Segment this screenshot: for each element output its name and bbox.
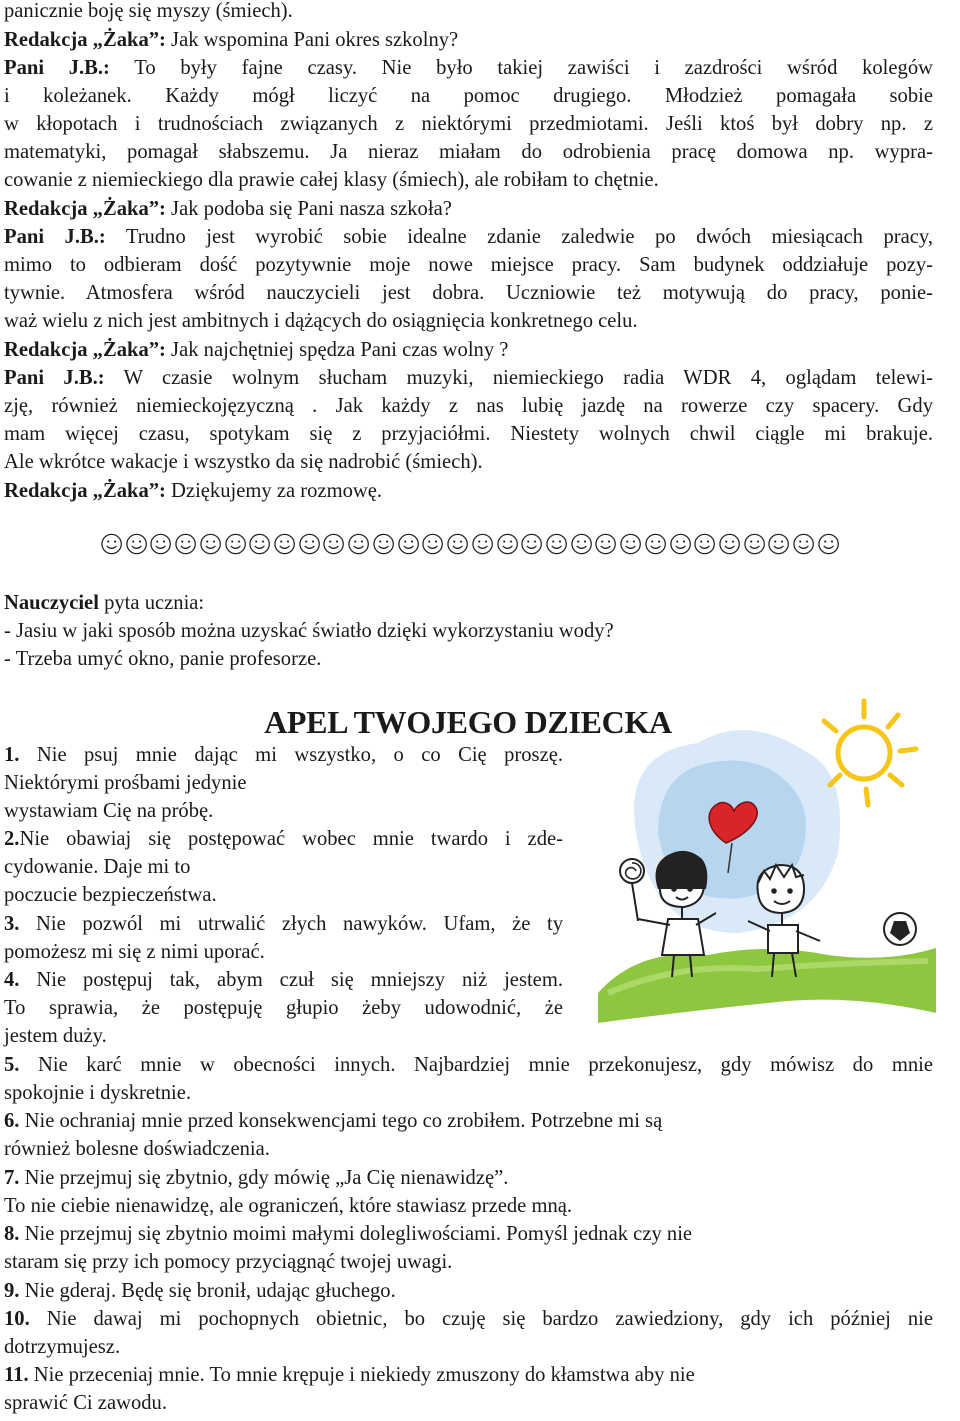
apel-item-1-line-3 [4,797,213,825]
smiley-face-icon [125,532,148,556]
text-run: panicznie boję się myszy (śmiech). [4,0,293,22]
apel-item-text: Nie obawiaj się postępować wobec mnie twardo i zde- [19,828,563,850]
answer-3-line-4 [4,448,483,476]
smiley-face-icon [718,532,741,556]
apel-item-text: wystawiam Cię na próbę. [4,800,214,822]
smiley-face-icon [273,532,296,556]
answer-2-line-3 [4,279,933,307]
smiley-face-icon [248,532,271,556]
smiley-face-icon [397,532,420,556]
smiley-face-icon [644,532,667,556]
smiley-face-icon [199,532,222,556]
apel-item-5-line-2 [4,1079,191,1107]
smiley-face-icon [594,532,617,556]
answer-text: matematyki, pomagał słabszemu. Ja nieraz miałam do odrobienia pracę domowa np. wypra- [4,141,933,163]
answer-3-line-2 [4,392,933,420]
sun-icon [824,701,916,805]
apel-item-6-line-1 [4,1107,662,1135]
apel-item-number: 9. [4,1280,20,1302]
apel-item-2-line-3 [4,881,217,909]
smiley-face-icon [496,532,519,556]
joke-text: pyta ucznia: [98,592,205,614]
smiley-face-icon [100,532,123,556]
apel-item-7-line-1 [4,1164,508,1192]
smiley-face-icon [446,532,469,556]
apel-item-text: spokojnie i dyskretnie. [4,1082,192,1104]
smiley-face-icon [421,532,444,556]
answer-text: mam więcej czasu, spotykam się z przyjaciółmi. Niestety wolnych chwil ciągle mi brakuje. [4,423,933,445]
joke-line-2 [4,617,614,645]
question-text: Jak wspomina Pani okres szkolny? [165,29,459,51]
apel-item-1-line-1 [4,741,563,769]
apel-item-8-line-1 [4,1220,692,1248]
apel-item-number: 11. [4,1364,29,1386]
apel-item-5-line-1 [4,1051,933,1079]
smiley-face-icon [520,532,543,556]
smiley-face-icon [149,532,172,556]
answer-1-line-2 [4,82,933,110]
speaker-label-redakcja: Redakcja „Żaka”: [4,198,166,220]
joke-line-3 [4,645,321,673]
smiley-face-icon [693,532,716,556]
answer-3-line-1 [4,364,933,392]
apel-item-text: Nie gderaj. Będę się bronił, udając głuchego. [19,1280,396,1302]
smiley-face-icon [792,532,815,556]
apel-item-number: 8. [4,1223,20,1245]
apel-item-number: 5. [4,1054,20,1076]
smiley-face-icon [817,532,840,556]
apel-item-text: Nie ochraniaj mnie przed konsekwencjami tego co zrobiłem. Potrzebne mi są [19,1110,663,1132]
apel-item-number: 4. [4,969,20,991]
apel-item-text: Nie karć mnie w obecności innych. Najbardziej mnie przekonujesz, gdy mówisz do mnie [19,1054,933,1076]
question-text: Jak podoba się Pani nasza szkoła? [165,198,452,220]
apel-item-text: Nie przejmuj się zbytnio, gdy mówię „Ja Cię nienawidzę”. [19,1167,509,1189]
apel-item-text: poczucie bezpieczeństwa. [4,884,217,906]
apel-item-text: cydowanie. Daje mi to [4,856,191,878]
apel-item-3-line-2 [4,938,265,966]
apel-item-text: staram się przy ich pomocy przyciągnąć twojej uwagi. [4,1251,453,1273]
speaker-label-pani: Pani J.B.: [4,226,106,248]
apel-item-number: 1. [4,744,20,766]
apel-item-2-line-2 [4,853,190,881]
apel-item-text: To nie ciebie nienawidzę, ale ograniczeń, które stawiasz przede mną. [4,1195,573,1217]
apel-item-text: sprawić Ci zawodu. [4,1392,167,1414]
speaker-label-redakcja: Redakcja „Żaka”: [4,339,166,361]
apel-item-6-line-2 [4,1135,270,1163]
answer-text: W czasie wolnym słucham muzyki, niemieckiego radia WDR 4, oglądam telewi- [104,367,933,389]
smiley-face-icon [322,532,345,556]
joke-text: - Trzeba umyć okno, panie profesorze. [4,648,322,670]
apel-item-11-line-2 [4,1389,167,1417]
answer-1-line-4 [4,138,933,166]
apel-item-number: 7. [4,1167,20,1189]
smiley-face-icon [619,532,642,556]
apel-item-text: Nie przeceniaj mnie. To mnie krępuje i niekiedy zmuszony do kłamstwa aby nie [28,1364,695,1386]
question-2 [4,195,452,223]
smiley-face-icon [669,532,692,556]
answer-2-line-2 [4,251,933,279]
apel-item-9-line-1 [4,1277,396,1305]
apel-item-number: 6. [4,1110,20,1132]
question-text: Jak najchętniej spędza Pani czas wolny ? [165,339,509,361]
apel-item-text: Nie postępuj tak, abym czuł się mniejszy niż jestem. [19,969,563,991]
answer-2-line-1 [4,223,933,251]
answer-text: i koleżanek. Każdy mógł liczyć na pomoc drugiego. Młodzież pomagała sobie [4,85,933,107]
smiley-face-icon [372,532,395,556]
soccer-ball-icon [884,913,916,945]
lollipop-icon [620,859,644,921]
question-3 [4,336,508,364]
apel-item-number: 10. [4,1308,30,1330]
apel-item-text: Nie pozwól mi utrwalić złych nawyków. Ufam, że ty [19,913,563,935]
apel-item-number: 3. [4,913,20,935]
apel-item-text: pomożesz mi się z nimi uporać. [4,941,265,963]
apel-item-10-line-2 [4,1333,120,1361]
speaker-label-pani: Pani J.B.: [4,367,105,389]
apel-item-text: Nie przejmuj się zbytnio moimi małymi dolegliwościami. Pomyśl jednak czy nie [19,1223,693,1245]
apel-item-11-line-1 [4,1361,695,1389]
answer-1-line-3 [4,110,933,138]
apel-item-text: również bolesne doświadczenia. [4,1138,270,1160]
answer-text: zję, również niemieckojęzyczną . Jak każdy z nas lubię jazdę na rowerze czy spacery. Gdy [4,395,933,417]
apel-item-3-line-1 [4,910,563,938]
smiley-face-icon [298,532,321,556]
apel-title: APEL TWOJEGO DZIECKA [264,704,672,740]
question-1 [4,26,458,54]
apel-item-4-line-3 [4,1022,107,1050]
apel-item-2-line-1 [4,825,563,853]
joke-line-1 [4,589,204,617]
smiley-face-icon [224,532,247,556]
answer-1-line-1 [4,54,933,82]
speaker-label-pani: Pani J.B.: [4,57,110,79]
smiley-face-icon [767,532,790,556]
question-text: Dziękujemy za rozmowę. [165,480,383,502]
answer-text: cowanie z niemieckiego dla prawie całej klasy (śmiech), ale robiłam to chętnie. [4,169,659,191]
smiley-face-icon [174,532,197,556]
smiley-face-icon [743,532,766,556]
answer-2-line-4 [4,307,638,335]
joke-text: - Jasiu w jaki sposób można uzyskać światło dzięki wykorzystaniu wody? [4,620,614,642]
joke-speaker-label: Nauczyciel [4,592,99,614]
answer-text: Trudno jest wyrobić sobie idealne zdanie zaledwie po dwóch miesiącach pracy, [105,226,933,248]
apel-item-text: dotrzymujesz. [4,1336,121,1358]
children-illustration [598,693,936,1023]
smiley-divider [100,532,840,562]
answer-text: tywnie. Atmosfera wśród nauczycieli jest dobra. Uczniowie też motywują do pracy, ponie- [4,282,933,304]
answer-text: To były fajne czasy. Nie było takiej zawiści i zazdrości wśród kolegów [109,57,933,79]
answer-text: w kłopotach i trudnościach związanych z niektórymi przedmiotami. Jeśli ktoś był dobry np. z [4,113,933,135]
apel-item-4-line-1 [4,966,563,994]
question-4 [4,477,382,505]
apel-item-text: jestem duży. [4,1025,107,1047]
smiley-face-icon [471,532,494,556]
answer-text: mimo to odbieram dość pozytywnie moje nowe miejsce pracy. Sam budynek oddziałuje pozy- [4,254,933,276]
apel-item-text: To sprawia, że postępuję głupio żeby udowodnić, że [4,997,563,1019]
apel-item-1-line-2 [4,769,247,797]
answer-3-line-3 [4,420,933,448]
apel-item-number: 2. [4,828,20,850]
answer-1-line-5 [4,166,659,194]
speaker-label-redakcja: Redakcja „Żaka”: [4,29,166,51]
apel-item-4-line-2 [4,994,563,1022]
apel-item-10-line-1 [4,1305,933,1333]
apel-item-7-line-2 [4,1192,572,1220]
interview-paragraph-end [4,0,293,25]
apel-item-text: Nie psuj mnie dając mi wszystko, o co Cię proszę. [19,744,563,766]
apel-item-text: Nie dawaj mi pochopnych obietnic, bo czuję się bardzo zawiedziony, gdy ich później nie [29,1308,933,1330]
smiley-face-icon [347,532,370,556]
apel-item-8-line-2 [4,1248,452,1276]
speaker-label-redakcja: Redakcja „Żaka”: [4,480,166,502]
smiley-face-icon [570,532,593,556]
smiley-face-icon [545,532,568,556]
apel-item-text: Niektórymi prośbami jedynie [4,772,247,794]
answer-text: waż wielu z nich jest ambitnych i dążących do osiągnięcia konkretnego celu. [4,310,638,332]
answer-text: Ale wkrótce wakacje i wszystko da się nadrobić (śmiech). [4,451,483,473]
